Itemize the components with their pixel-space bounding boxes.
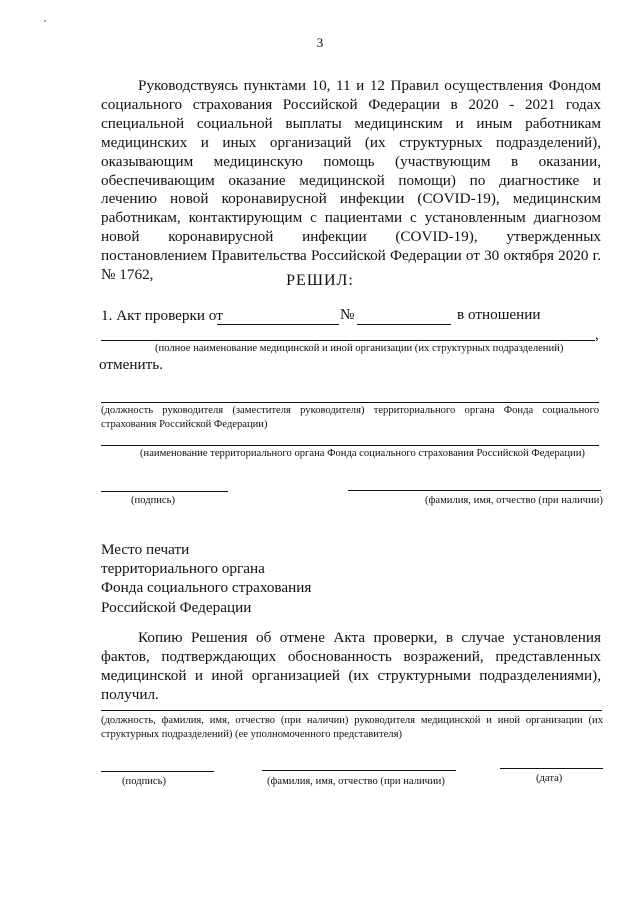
- preamble-text: Руководствуясь пунктами 10, 11 и 12 Правил осуществления Фондом социального страхования Российской Федерации в 2020 - 2021 годах специальной социальной выплаты медицинским и иным работникам медицинских и иных организаций (их структурных подразделений), оказывающим медицинскую помощь (участвующим в оказании, обеспечивающим оказание медицинской помощи) по диагностике и лечению новой коронавирусной инфекции (COVID-19), медицинским работникам, контактирующим с пациентами с установленным диагнозом новой коронавирусной инфекции (COVID-19), утвержденных постановлением Правительства Российской Федерации от 30 октября 2020 г. № 1762,: [101, 77, 601, 284]
- cancel-text: отменить.: [99, 356, 163, 373]
- act-date-line[interactable]: [217, 324, 339, 325]
- receiver-signature-line[interactable]: [101, 771, 214, 772]
- stamp-line-1: Место печати: [101, 541, 190, 558]
- receiver-signature-caption: (подпись): [122, 776, 166, 787]
- page-number: 3: [316, 35, 324, 50]
- position-line[interactable]: [101, 402, 599, 403]
- receiver-name-caption: (фамилия, имя, отчество (при наличии): [267, 776, 445, 787]
- territorial-body-line[interactable]: [101, 445, 599, 446]
- preamble-paragraph: [101, 77, 601, 285]
- signature-line[interactable]: [101, 491, 228, 492]
- full-name-caption: (фамилия, имя, отчество (при наличии): [425, 495, 603, 506]
- org-name-caption: (полное наименование медицинской и иной организации (их структурных подразделений): [155, 343, 564, 354]
- receiver-date-caption: (дата): [536, 773, 563, 784]
- org-name-line[interactable]: [101, 340, 595, 341]
- stamp-place: [101, 540, 311, 617]
- decision-heading: РЕШИЛ:: [286, 272, 354, 289]
- scan-speck: [44, 20, 46, 22]
- stamp-line-2: территориального органа: [101, 560, 265, 578]
- territorial-body-caption: (наименование территориального органа Фонда социального страхования Российской Федерации): [140, 448, 585, 459]
- copy-paragraph: [101, 629, 601, 705]
- trailing-comma: ,: [595, 326, 599, 343]
- receiver-position-caption: (должность, фамилия, имя, отчество (при наличии) руководителя медицинской и иной организации (их структурных подразделений) (ее уполномоченного представителя): [101, 715, 603, 740]
- position-caption: (должность руководителя (заместителя руководителя) территориального органа Фонда социального страхования Российской Федерации): [101, 405, 599, 430]
- stamp-line-3: Фонда социального страхования: [101, 579, 312, 597]
- full-name-line[interactable]: [348, 490, 601, 491]
- act-label: 1. Акт проверки от: [101, 307, 223, 324]
- relation-label: в отношении: [457, 306, 541, 323]
- stamp-line-4: Российской Федерации: [101, 598, 252, 616]
- act-number-line[interactable]: [357, 324, 451, 325]
- signature-caption: (подпись): [131, 495, 175, 506]
- copy-text: Копию Решения об отмене Акта проверки, в случае установления фактов, подтверждающих обоснованность возражений, представленных медицинской и иной организацией (их структурными подразделениями), получил.: [101, 629, 601, 703]
- receiver-name-line[interactable]: [262, 770, 456, 771]
- receiver-date-line[interactable]: [500, 768, 603, 769]
- receiver-position-line[interactable]: [101, 710, 602, 711]
- number-label: №: [340, 306, 355, 323]
